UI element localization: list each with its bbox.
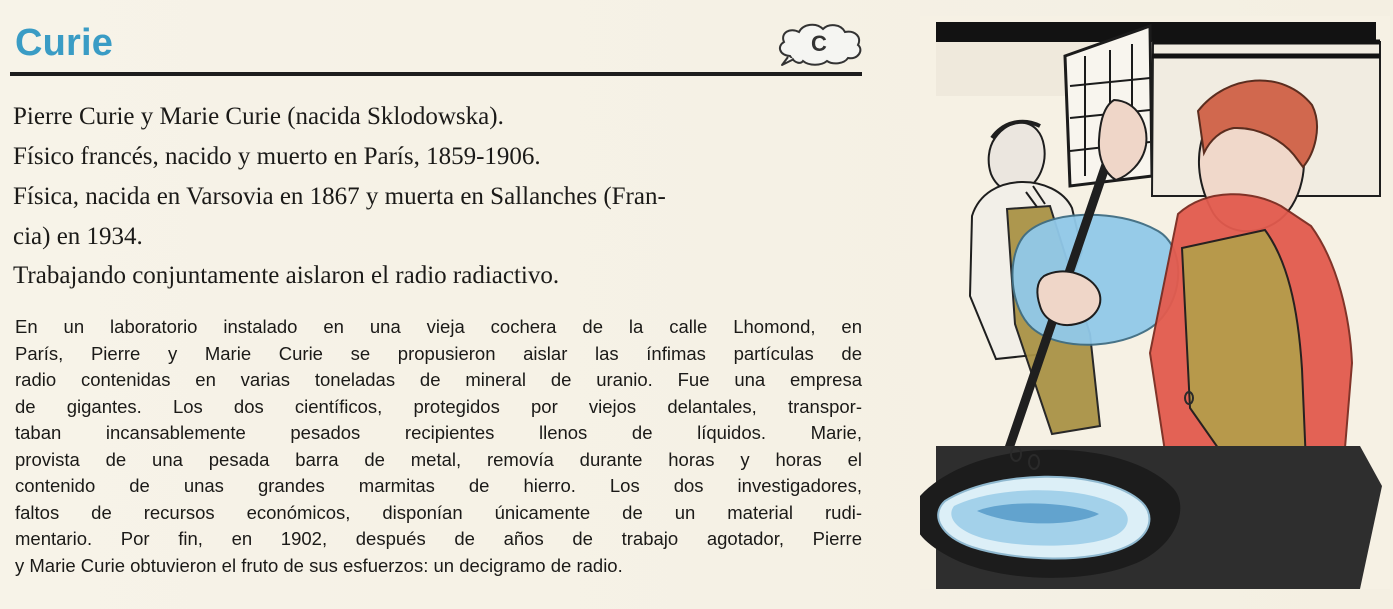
title-rule (10, 72, 862, 76)
intro-line: Pierre Curie y Marie Curie (nacida Sklodowska). (13, 103, 504, 130)
badge-letter: C (811, 31, 827, 56)
body-line: faltos de recursos económicos, disponían únicamente de un material rudi- (15, 501, 862, 523)
body-line: contenido de unas grandes marmitas de hierro. Los dos investigadores, (15, 475, 862, 496)
body-line: y Marie Curie obtuvieron el fruto de sus esfuerzos: un decigramo de radio. (15, 554, 623, 576)
body-line: taban incansablemente pesados recipientes llenos de líquidos. Marie, (15, 422, 862, 443)
intro-line: Física, nacida en Varsovia en 1867 y muerta en Sallanches (Fran- (13, 183, 666, 210)
page-title: Curie (15, 22, 114, 64)
body-line: En un laboratorio instalado en una vieja cochera de la calle Lhomond, en (15, 316, 862, 337)
body-line: de gigantes. Los dos científicos, protegidos por viejos delantales, transpor- (15, 395, 862, 417)
body-line: provista de una pesada barra de metal, removía durante horas y horas el (15, 448, 862, 470)
cloud-letter-icon (772, 16, 866, 70)
intro-line: Trabajando conjuntamente aislaron el radio radiactivo. (13, 262, 560, 289)
intro-line: cia) en 1934. (13, 223, 143, 250)
intro-line: Físico francés, nacido y muerto en París, 1859-1906. (13, 143, 541, 170)
body-line: radio contenidas en varias toneladas de mineral de uranio. Fue una empresa (15, 369, 862, 390)
curie-lab-illustration (920, 16, 1390, 589)
article-body (15, 314, 862, 579)
body-line: mentario. Por fin, en 1902, después de años de trabajo agotador, Pierre (15, 528, 862, 549)
body-line: París, Pierre y Marie Curie se propusieron aislar las ínfimas partículas de (15, 342, 862, 364)
